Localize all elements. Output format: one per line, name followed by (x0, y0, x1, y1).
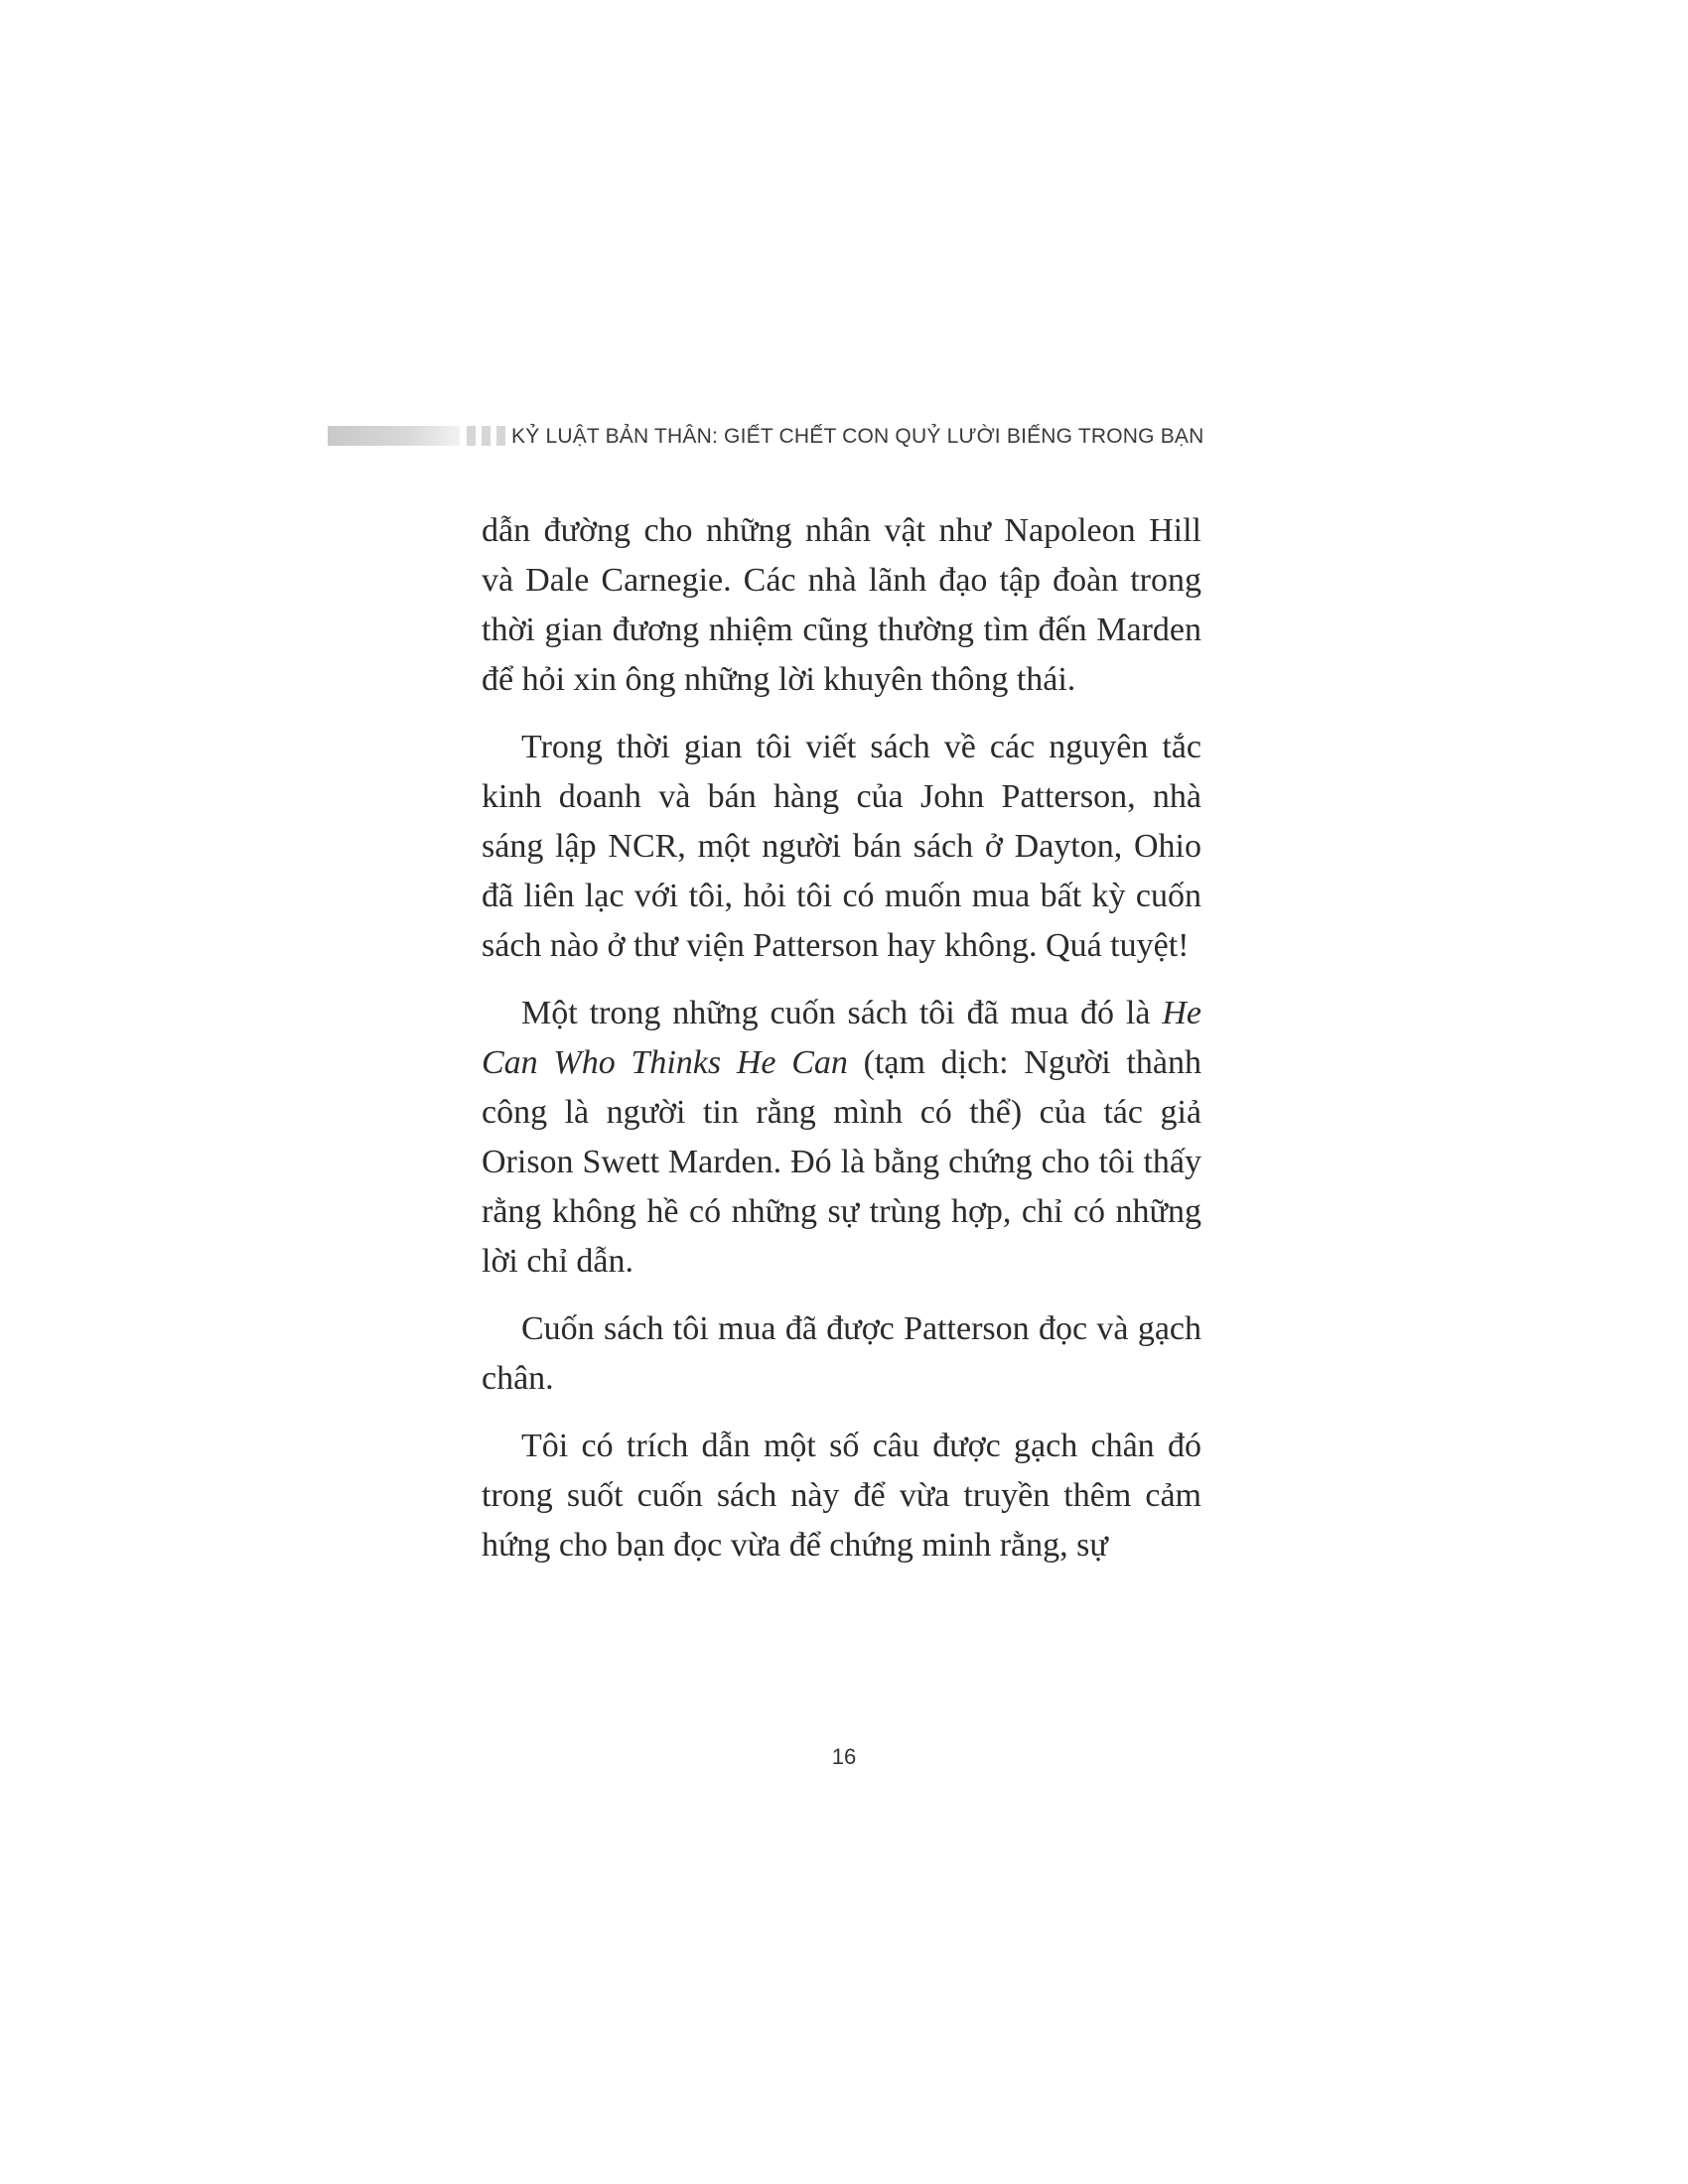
paragraph-3-text-after: (tạm dịch: Người thành công là người tin rằng mình có thể) của tác giả Orison Swett Marden. Đó là bằng chứng cho tôi thấy rằng không hề có những sự trùng hợp, chỉ có những lời chỉ dẫn. (482, 1044, 1202, 1280)
page-number: 16 (831, 1744, 857, 1769)
paragraph-5: Tôi có trích dẫn một số câu được gạch chân đó trong suốt cuốn sách này để vừa truyền thêm cảm hứng cho bạn đọc vừa để chứng minh rằng, sự (482, 1428, 1201, 1564)
running-header (328, 422, 1221, 452)
page-body-text (482, 506, 1201, 1588)
paragraph-2: Trong thời gian tôi viết sách về các nguyên tắc kinh doanh và bán hàng của John Patterson, nhà sáng lập NCR, một người bán sách ở Dayton, Ohio đã liên lạc với tôi, hỏi tôi có muốn mua bất kỳ cuốn sách nào ở thư viện Patterson hay không. Quá tuyệt! (482, 729, 1201, 964)
paragraph-1: dẫn đường cho những nhân vật như Napoleon Hill và Dale Carnegie. Các nhà lãnh đạo tập đoàn trong thời gian đương nhiệm cũng thường tìm đến Marden để hỏi xin ông những lời khuyên thông thái. (482, 512, 1201, 698)
header-tick-marks (467, 426, 511, 446)
paragraph-3-text-before: Một trong những cuốn sách tôi đã mua đó là (521, 995, 1163, 1031)
book-title-italic: He Can Who Thinks He Can (482, 995, 1201, 1081)
header-gradient-bar (328, 426, 460, 446)
running-header-title: KỶ LUẬT BẢN THÂN: GIẾT CHẾT CON QUỶ LƯỜI BIẾNG TRONG BẠN (511, 425, 1204, 448)
paragraph-3 (482, 989, 1201, 1287)
paragraph-4: Cuốn sách tôi mua đã được Patterson đọc và gạch chân. (482, 1310, 1201, 1397)
